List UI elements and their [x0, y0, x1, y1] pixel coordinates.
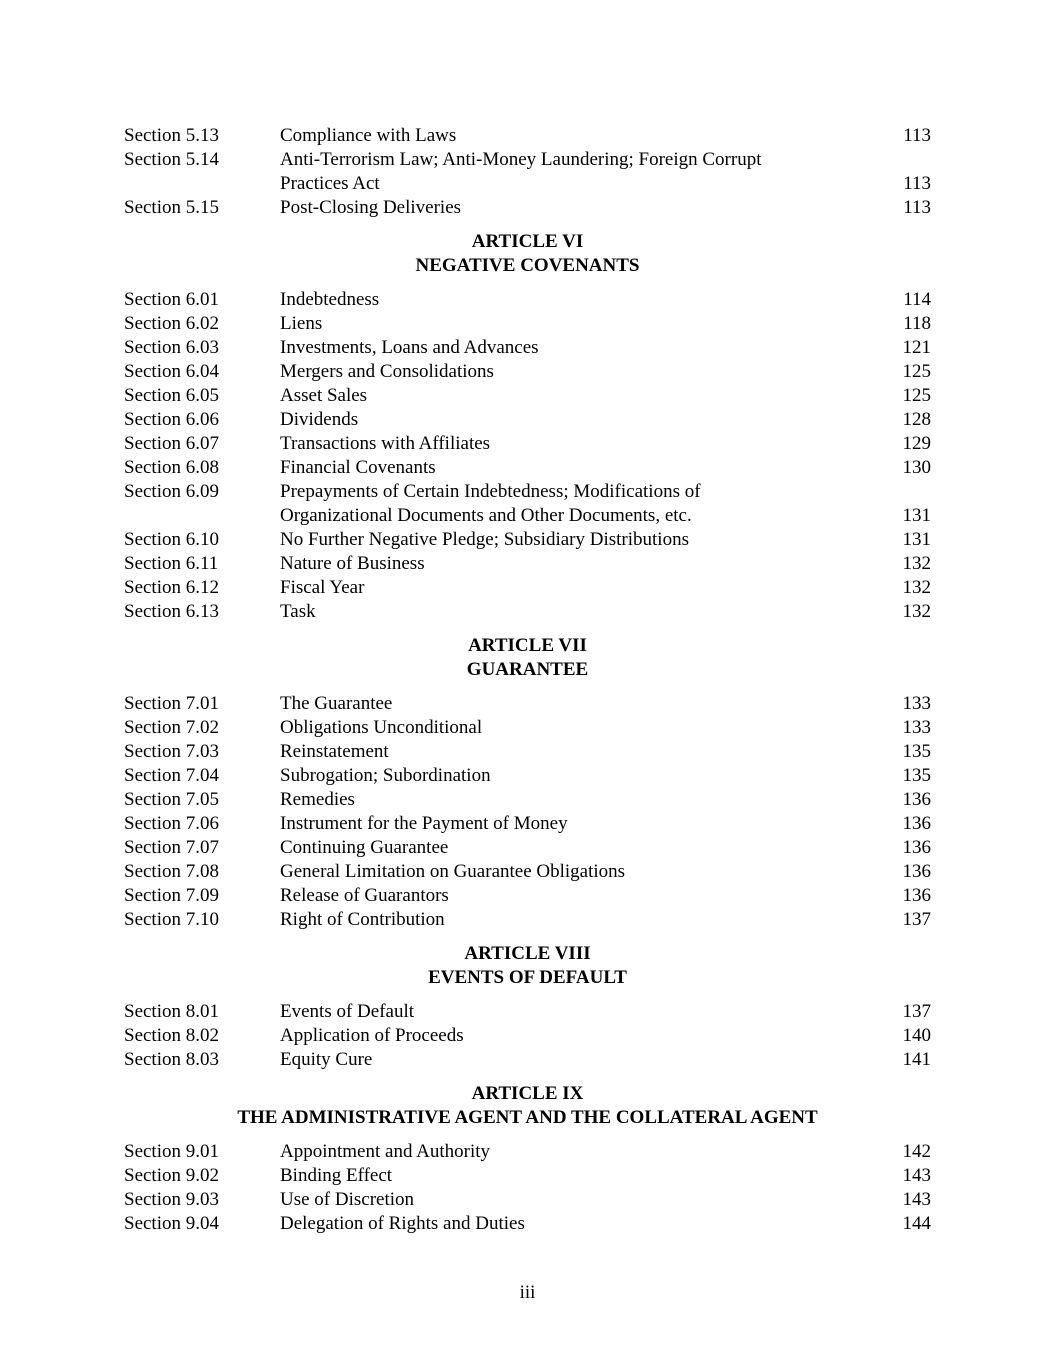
section-number: Section 6.06 — [124, 409, 219, 430]
toc-entry[interactable] — [124, 764, 931, 788]
entry-line — [280, 1140, 931, 1164]
page-number-footer: iii — [519, 1282, 536, 1303]
page-reference: 137 — [902, 909, 931, 930]
section-title: Instrument for the Payment of Money — [280, 813, 568, 834]
toc-entry[interactable] — [124, 384, 931, 408]
page-reference: 142 — [902, 1141, 931, 1162]
section-number: Section 6.04 — [124, 361, 219, 382]
toc-entry[interactable] — [124, 312, 931, 336]
entry-line — [280, 552, 931, 576]
entry-line — [280, 288, 931, 312]
toc-entry[interactable] — [124, 196, 931, 220]
section-title: Obligations Unconditional — [280, 717, 483, 738]
section-number: Section 7.09 — [124, 885, 219, 906]
article-heading — [124, 624, 931, 692]
section-title: Nature of Business — [280, 553, 425, 574]
entry-line — [280, 1024, 931, 1048]
section-number: Section 7.05 — [124, 789, 219, 810]
article-number: ARTICLE VI — [471, 231, 584, 252]
article-heading — [124, 1072, 931, 1140]
toc-entry[interactable] — [124, 1048, 931, 1072]
toc-entry[interactable] — [124, 1164, 931, 1188]
page-reference: 136 — [902, 789, 931, 810]
page-reference: 140 — [902, 1025, 931, 1046]
section-title: Remedies — [280, 789, 355, 810]
section-number: Section 8.01 — [124, 1001, 219, 1022]
section-number: Section 6.12 — [124, 577, 219, 598]
section-title: Reinstatement — [280, 741, 389, 762]
section-number: Section 6.13 — [124, 601, 219, 622]
section-title: Financial Covenants — [280, 457, 436, 478]
toc-entry[interactable] — [124, 480, 931, 528]
section-title-line-1: Anti-Terrorism Law; Anti-Money Laundering; Foreign Corrupt — [280, 149, 762, 170]
table-of-contents — [124, 124, 931, 1236]
page-reference: 137 — [902, 1001, 931, 1022]
toc-entry[interactable] — [124, 552, 931, 576]
page-reference: 143 — [902, 1189, 931, 1210]
article-title: GUARANTEE — [466, 659, 589, 680]
section-number: Section 7.02 — [124, 717, 219, 738]
section-title: Binding Effect — [280, 1165, 393, 1186]
entry-line — [280, 1212, 931, 1236]
entry-line-1 — [124, 148, 931, 172]
section-title: Right of Contribution — [280, 909, 445, 930]
entry-line — [280, 1000, 931, 1024]
section-title: Mergers and Consolidations — [280, 361, 494, 382]
section-title: Equity Cure — [280, 1049, 373, 1070]
section-title: Application of Proceeds — [280, 1025, 464, 1046]
section-number: Section 5.14 — [124, 149, 219, 170]
page-reference: 136 — [902, 813, 931, 834]
section-number: Section 6.07 — [124, 433, 219, 454]
section-number: Section 9.04 — [124, 1213, 219, 1234]
page-reference: 113 — [903, 173, 931, 194]
page-reference: 132 — [902, 553, 931, 574]
section-title: Liens — [280, 313, 323, 334]
toc-entry[interactable] — [124, 456, 931, 480]
toc-entry[interactable] — [124, 576, 931, 600]
entry-line — [280, 788, 931, 812]
article-heading — [124, 220, 931, 288]
entry-line — [280, 884, 931, 908]
entry-line — [280, 576, 931, 600]
section-title: Delegation of Rights and Duties — [280, 1213, 525, 1234]
entry-line — [280, 1048, 931, 1072]
entry-line — [280, 408, 931, 432]
entry-line — [280, 740, 931, 764]
section-number: Section 6.11 — [124, 553, 219, 574]
section-title-line-2: Practices Act — [280, 173, 380, 194]
entry-line — [280, 908, 931, 932]
page-reference: 141 — [902, 1049, 931, 1070]
section-title: Compliance with Laws — [280, 125, 457, 146]
page-reference: 132 — [902, 577, 931, 598]
section-number: Section 6.08 — [124, 457, 219, 478]
entry-line — [280, 384, 931, 408]
entry-line — [280, 480, 931, 504]
section-number: Section 5.13 — [124, 125, 219, 146]
article-heading — [124, 932, 931, 1000]
toc-entry[interactable] — [124, 408, 931, 432]
section-title: Use of Discretion — [280, 1189, 415, 1210]
page-reference: 130 — [902, 457, 931, 478]
section-number: Section 6.02 — [124, 313, 219, 334]
section-title: Release of Guarantors — [280, 885, 449, 906]
page-reference: 133 — [902, 717, 931, 738]
section-number: Section 6.10 — [124, 529, 219, 550]
section-number: Section 6.09 — [124, 481, 219, 502]
page-reference: 129 — [902, 433, 931, 454]
section-number: Section 7.06 — [124, 813, 219, 834]
page-reference: 136 — [902, 861, 931, 882]
page-reference: 133 — [902, 693, 931, 714]
section-title: Fiscal Year — [280, 577, 365, 598]
toc-entry[interactable] — [124, 740, 931, 764]
entry-line — [280, 504, 931, 528]
entry-line — [280, 148, 931, 172]
toc-entry[interactable] — [124, 788, 931, 812]
section-number: Section 6.01 — [124, 289, 219, 310]
toc-entry[interactable] — [124, 1000, 931, 1024]
toc-entry[interactable] — [124, 1140, 931, 1164]
section-number: Section 9.03 — [124, 1189, 219, 1210]
entry-line — [280, 836, 931, 860]
page-reference: 125 — [902, 361, 931, 382]
entry-line — [280, 196, 931, 220]
page-reference: 136 — [902, 885, 931, 906]
toc-entry[interactable] — [124, 288, 931, 312]
page-reference: 125 — [902, 385, 931, 406]
toc-entry[interactable] — [124, 860, 931, 884]
page-reference: 132 — [902, 601, 931, 622]
section-title-line-2: Organizational Documents and Other Documents, etc. — [280, 505, 692, 526]
entry-line — [280, 1164, 931, 1188]
article-number: ARTICLE VII — [468, 635, 587, 656]
section-number: Section 8.03 — [124, 1049, 219, 1070]
entry-line — [280, 528, 931, 552]
toc-entry[interactable] — [124, 1212, 931, 1236]
toc-entry[interactable] — [124, 836, 931, 860]
section-title: Indebtedness — [280, 289, 380, 310]
page-reference: 113 — [903, 125, 931, 146]
section-number: Section 5.15 — [124, 197, 219, 218]
section-title: Continuing Guarantee — [280, 837, 449, 858]
section-title: Subrogation; Subordination — [280, 765, 491, 786]
section-number: Section 9.01 — [124, 1141, 219, 1162]
section-number: Section 7.07 — [124, 837, 219, 858]
section-number: Section 7.08 — [124, 861, 219, 882]
entry-line — [280, 312, 931, 336]
entry-line-1 — [124, 480, 931, 504]
section-title: Transactions with Affiliates — [280, 433, 491, 454]
toc-entry[interactable] — [124, 360, 931, 384]
entry-line — [280, 600, 931, 624]
section-number: Section 7.01 — [124, 693, 219, 714]
section-number: Section 6.03 — [124, 337, 219, 358]
entry-line — [280, 124, 931, 148]
section-title: Task — [280, 601, 316, 622]
toc-entry[interactable] — [124, 884, 931, 908]
toc-entry[interactable] — [124, 692, 931, 716]
article-title: THE ADMINISTRATIVE AGENT AND THE COLLATERAL AGENT — [237, 1107, 818, 1128]
section-number: Section 7.10 — [124, 909, 219, 930]
article-title: EVENTS OF DEFAULT — [428, 967, 627, 988]
page-reference: 144 — [902, 1213, 931, 1234]
toc-entry[interactable] — [124, 1188, 931, 1212]
entry-line — [280, 432, 931, 456]
section-number: Section 7.03 — [124, 741, 219, 762]
toc-entry[interactable] — [124, 908, 931, 932]
entry-line — [280, 764, 931, 788]
section-title-line-1: Prepayments of Certain Indebtedness; Modifications of — [280, 481, 701, 502]
page-reference: 136 — [902, 837, 931, 858]
section-title: No Further Negative Pledge; Subsidiary Distributions — [280, 529, 689, 550]
entry-line — [280, 860, 931, 884]
section-title: General Limitation on Guarantee Obligations — [280, 861, 626, 882]
section-number: Section 8.02 — [124, 1025, 219, 1046]
entry-line-2 — [124, 504, 931, 528]
entry-line — [280, 456, 931, 480]
page-reference: 114 — [903, 289, 931, 310]
toc-entry[interactable] — [124, 432, 931, 456]
toc-entry[interactable] — [124, 716, 931, 740]
section-title: Investments, Loans and Advances — [280, 337, 539, 358]
section-title: The Guarantee — [280, 693, 393, 714]
entry-line — [280, 812, 931, 836]
page-reference: 135 — [902, 741, 931, 762]
page-reference: 143 — [902, 1165, 931, 1186]
entry-line — [280, 716, 931, 740]
entry-line — [280, 360, 931, 384]
toc-entry[interactable] — [124, 124, 931, 148]
section-number: Section 9.02 — [124, 1165, 219, 1186]
page-reference: 121 — [902, 337, 931, 358]
entry-line — [280, 336, 931, 360]
article-title: NEGATIVE COVENANTS — [415, 255, 640, 276]
article-number: ARTICLE IX — [471, 1083, 584, 1104]
entry-line — [280, 692, 931, 716]
page-reference: 128 — [902, 409, 931, 430]
section-title: Appointment and Authority — [280, 1141, 491, 1162]
section-number: Section 7.04 — [124, 765, 219, 786]
toc-entry[interactable] — [124, 600, 931, 624]
entry-line — [280, 1188, 931, 1212]
toc-entry[interactable] — [124, 812, 931, 836]
toc-entry[interactable] — [124, 336, 931, 360]
section-number: Section 6.05 — [124, 385, 219, 406]
page-reference: 113 — [903, 197, 931, 218]
entry-line — [280, 172, 931, 196]
article-number: ARTICLE VIII — [464, 943, 591, 964]
section-title: Events of Default — [280, 1001, 415, 1022]
page-reference: 131 — [902, 529, 931, 550]
entry-line-2 — [124, 172, 931, 196]
toc-entry[interactable] — [124, 528, 931, 552]
section-title: Post-Closing Deliveries — [280, 197, 462, 218]
toc-entry[interactable] — [124, 1024, 931, 1048]
section-title: Dividends — [280, 409, 359, 430]
page-reference: 118 — [903, 313, 931, 334]
section-title: Asset Sales — [280, 385, 368, 406]
page-reference: 135 — [902, 765, 931, 786]
page-reference: 131 — [902, 505, 931, 526]
toc-entry[interactable] — [124, 148, 931, 196]
